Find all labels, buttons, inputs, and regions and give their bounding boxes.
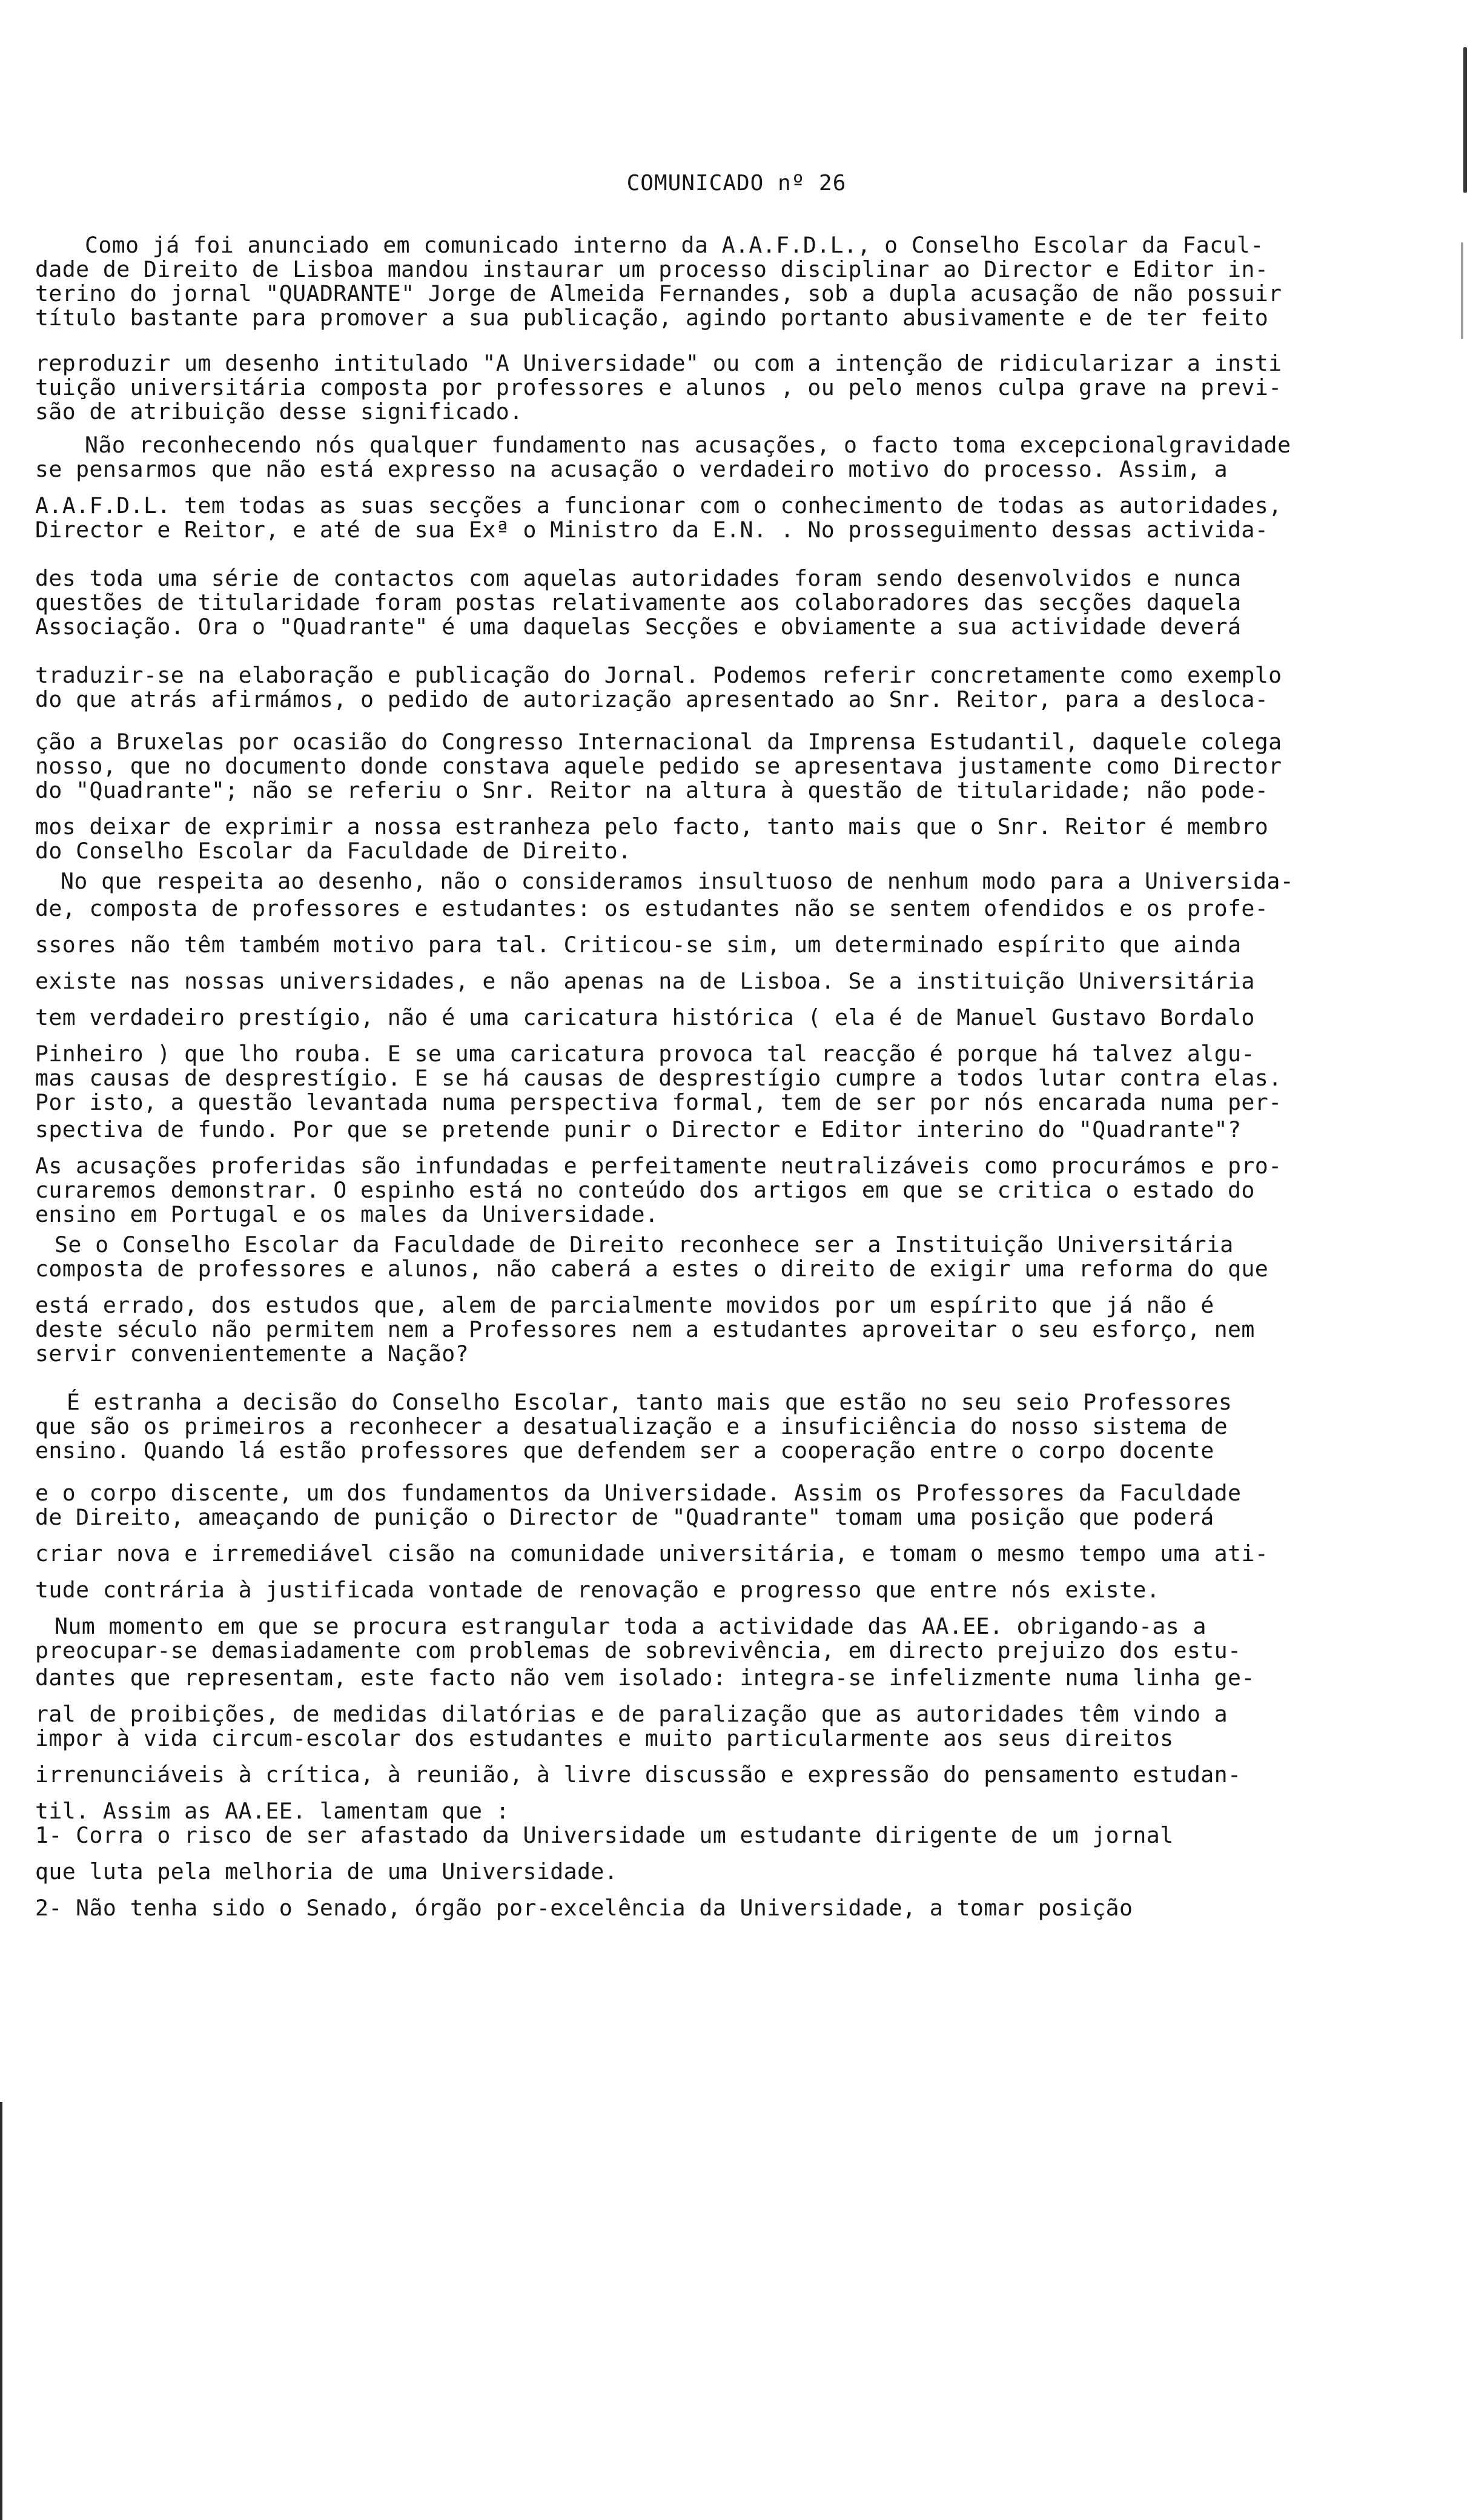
text-line: Associação. Ora o "Quadrante" é uma daquelas Secções e obviamente a sua actividade deverá	[35, 614, 1242, 640]
text-line: do "Quadrante"; não se referiu o Snr. Reitor na altura à questão de titularidade; não pode-	[35, 777, 1269, 803]
text-line: que são os primeiros a reconhecer a desatualização e a insuficiência do nosso sistema de	[35, 1413, 1228, 1439]
text-line: ção a Bruxelas por ocasião do Congresso Internacional da Imprensa Estudantil, daquele colega	[35, 729, 1282, 755]
text-line: Se o Conselho Escolar da Faculdade de Direito reconhece ser a Instituição Universitária	[55, 1232, 1234, 1258]
text-line: des toda uma série de contactos com aquelas autoridades foram sendo desenvolvidos e nunca	[35, 565, 1242, 591]
text-line: A.A.F.D.L. tem todas as suas secções a funcionar com o conhecimento de todas as autoridades,	[35, 492, 1282, 519]
text-line: No que respeita ao desenho, não o consideramos insultuoso de nenhum modo para a Universida-	[61, 868, 1294, 894]
document-title: COMUNICADO nº 26	[626, 171, 847, 196]
scan-edge-mark	[0, 2102, 2, 2520]
text-line: título bastante para promover a sua publicação, agindo portanto abusivamente e de ter feito	[35, 305, 1269, 331]
text-line: está errado, dos estudos que, alem de parcialmente movidos por um espírito que já não é	[35, 1292, 1214, 1318]
text-line: impor à vida circum-escolar dos estudantes e muito particularmente aos seus direitos	[35, 1725, 1174, 1751]
text-line: mos deixar de exprimir a nossa estranheza pelo facto, tanto mais que o Snr. Reitor é membro	[35, 814, 1269, 840]
text-line: servir convenientemente a Nação?	[35, 1341, 469, 1367]
scan-speck	[1461, 242, 1463, 339]
text-line: curaremos demonstrar. O espinho está no conteúdo dos artigos em que se critica o estado do	[35, 1177, 1255, 1203]
text-line: tuição universitária composta por professores e alunos , ou pelo menos culpa grave na previ-	[35, 374, 1282, 400]
text-line: Por isto, a questão levantada numa perspectiva formal, tem de ser por nós encarada numa per-	[35, 1089, 1282, 1115]
text-line: se pensarmos que não está expresso na acusação o verdadeiro motivo do processo. Assim, a	[35, 456, 1228, 482]
text-line: dade de Direito de Lisboa mandou instaurar um processo disciplinar ao Director e Editor in-	[35, 256, 1269, 282]
text-line: irrenunciáveis à crítica, à reunião, à livre discussão e expressão do pensamento estudan-	[35, 1762, 1242, 1788]
text-line: ssores não têm também motivo para tal. Criticou-se sim, um determinado espírito que ainda	[35, 932, 1242, 958]
text-line: que luta pela melhoria de uma Universidade.	[35, 1858, 618, 1885]
text-line: É estranha a decisão do Conselho Escolar, tanto mais que estão no seu seio Professores	[67, 1389, 1233, 1415]
text-line: Como já foi anunciado em comunicado interno da A.A.F.D.L., o Conselho Escolar da Facul-	[85, 232, 1264, 258]
text-line: nosso, que no documento donde constava aquele pedido se apresentava justamente como Director	[35, 753, 1282, 779]
text-line: criar nova e irremediável cisão na comunidade universitária, e tomam o mesmo tempo uma ati-	[35, 1540, 1269, 1567]
text-line: existe nas nossas universidades, e não apenas na de Lisboa. Se a instituição Universitária	[35, 968, 1255, 994]
text-line: de Direito, ameaçando de punição o Director de "Quadrante" tomam uma posição que poderá	[35, 1504, 1214, 1530]
text-line: til. Assim as AA.EE. lamentam que :	[35, 1798, 510, 1824]
text-line: do Conselho Escolar da Faculdade de Direito.	[35, 838, 632, 864]
text-line: Pinheiro ) que lho rouba. E se uma caricatura provoca tal reacção é porque há talvez algu-	[35, 1041, 1255, 1067]
text-line: As acusações proferidas são infundadas e perfeitamente neutralizáveis como procurámos e pro-	[35, 1153, 1282, 1179]
text-line: traduzir-se na elaboração e publicação do Jornal. Podemos referir concretamente como exemplo	[35, 662, 1282, 688]
text-line: 2- Não tenha sido o Senado, órgão por-excelência da Universidade, a tomar posição	[35, 1895, 1133, 1921]
text-line: mas causas de desprestígio. E se há causas de desprestígio cumpre a todos lutar contra elas.	[35, 1065, 1282, 1091]
text-line: 1- Corra o risco de ser afastado da Universidade um estudante dirigente de um jornal	[35, 1822, 1174, 1848]
text-line: ensino em Portugal e os males da Universidade.	[35, 1201, 659, 1227]
text-line: são de atribuição desse significado.	[35, 399, 523, 425]
text-line: deste século não permitem nem a Professores nem a estudantes aproveitar o seu esforço, nem	[35, 1316, 1255, 1342]
text-line: ral de proibições, de medidas dilatórias e de paralização que as autoridades têm vindo a	[35, 1701, 1228, 1727]
text-line: e o corpo discente, um dos fundamentos da Universidade. Assim os Professores da Faculdade	[35, 1480, 1242, 1506]
text-line: Não reconhecendo nós qualquer fundamento nas acusações, o facto toma excepcionalgravidade	[85, 432, 1291, 458]
text-line: spectiva de fundo. Por que se pretende punir o Director e Editor interino do "Quadrante"?	[35, 1116, 1242, 1142]
text-line: Director e Reitor, e até de sua Exª o Ministro da E.N. . No prosseguimento dessas activida-	[35, 517, 1269, 543]
text-line: questões de titularidade foram postas relativamente aos colaboradores das secções daquela	[35, 589, 1242, 615]
text-line: reproduzir um desenho intitulado "A Universidade" ou com a intenção de ridicularizar a insti	[35, 350, 1282, 376]
text-line: composta de professores e alunos, não caberá a estes o direito de exigir uma reforma do que	[35, 1256, 1269, 1282]
text-line: Num momento em que se procura estrangular toda a actividade das AA.EE. obrigando-as a	[55, 1613, 1207, 1639]
text-line: tem verdadeiro prestígio, não é uma caricatura histórica ( ela é de Manuel Gustavo Bordalo	[35, 1004, 1255, 1030]
text-line: ensino. Quando lá estão professores que defendem ser a cooperação entre o corpo docente	[35, 1437, 1214, 1464]
text-line: tude contrária à justificada vontade de renovação e progresso que entre nós existe.	[35, 1577, 1160, 1603]
text-line: do que atrás afirmámos, o pedido de autorização apresentado ao Snr. Reitor, para a desloca-	[35, 686, 1269, 712]
text-line: de, composta de professores e estudantes: os estudantes não se sentem ofendidos e os profe-	[35, 895, 1269, 921]
text-line: dantes que representam, este facto não vem isolado: integra-se infelizmente numa linha ge-	[35, 1665, 1255, 1691]
text-line: terino do jornal "QUADRANTE" Jorge de Almeida Fernandes, sob a dupla acusação de não possuir	[35, 280, 1282, 307]
text-line: preocupar-se demasiadamente com problemas de sobrevivência, em directo prejuizo dos estu-	[35, 1637, 1242, 1663]
